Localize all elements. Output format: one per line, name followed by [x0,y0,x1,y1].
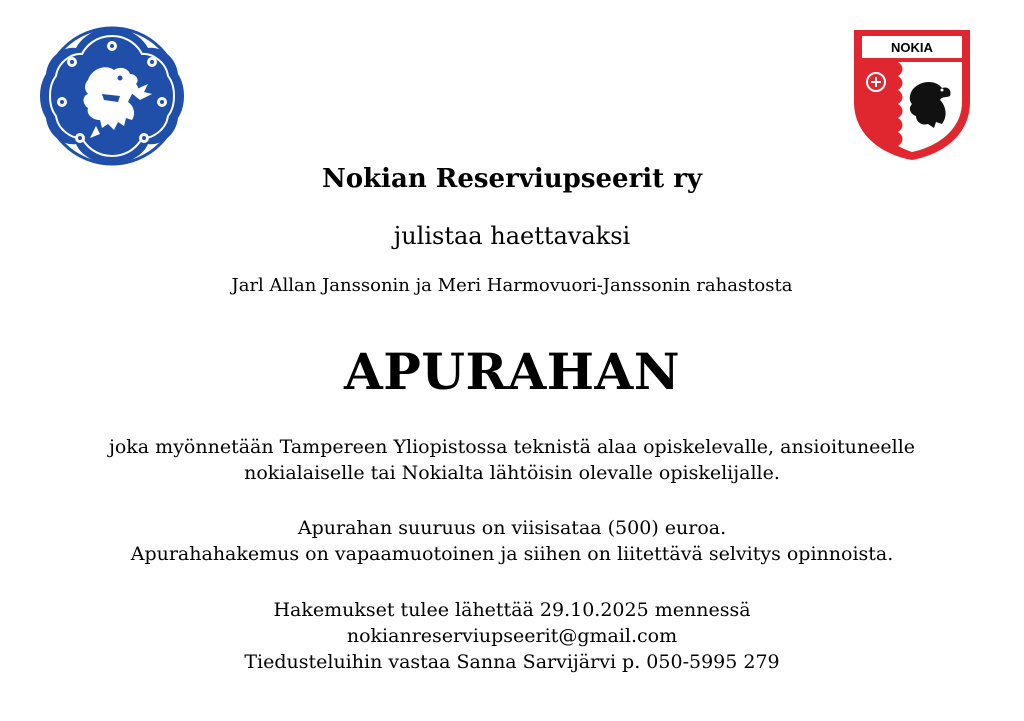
paragraph-line: nokialaiselle tai Nokialta lähtöisin olevalle opiskelijalle. [244,462,780,484]
contact-person-line: Tiedusteluihin vastaa Sanna Sarvijärvi p. 050-5995 279 [244,651,780,673]
headline: APURAHAN [343,342,681,401]
email-address: nokianreserviupseerit@gmail.com [346,625,678,647]
amount-paragraph [0,515,1024,567]
eligibility-paragraph [0,434,1024,486]
fund-line: Jarl Allan Janssonin ja Meri Harmovuori-Janssonin rahastosta [231,275,793,296]
nokia-banner-text: NOKIA [891,40,933,55]
paragraph-line: Apurahan suuruus on viisisataa (500) euroa. [297,517,727,539]
nokia-coat-of-arms-logo [852,28,972,162]
deadline-line: Hakemukset tulee lähettää 29.10.2025 mennessä [273,599,751,621]
reserve-officers-emblem-logo [36,22,188,170]
paragraph-line: Apurahahakemus on vapaamuotoinen ja siihen on liitettävä selvitys opinnoista. [130,543,894,565]
contact-paragraph [0,597,1024,675]
announcement-line: julistaa haettavaksi [393,222,631,250]
organization-name: Nokian Reserviupseerit ry [321,164,703,194]
paragraph-line: joka myönnetään Tampereen Yliopistossa teknistä alaa opiskelevalle, ansioituneelle [108,436,916,458]
